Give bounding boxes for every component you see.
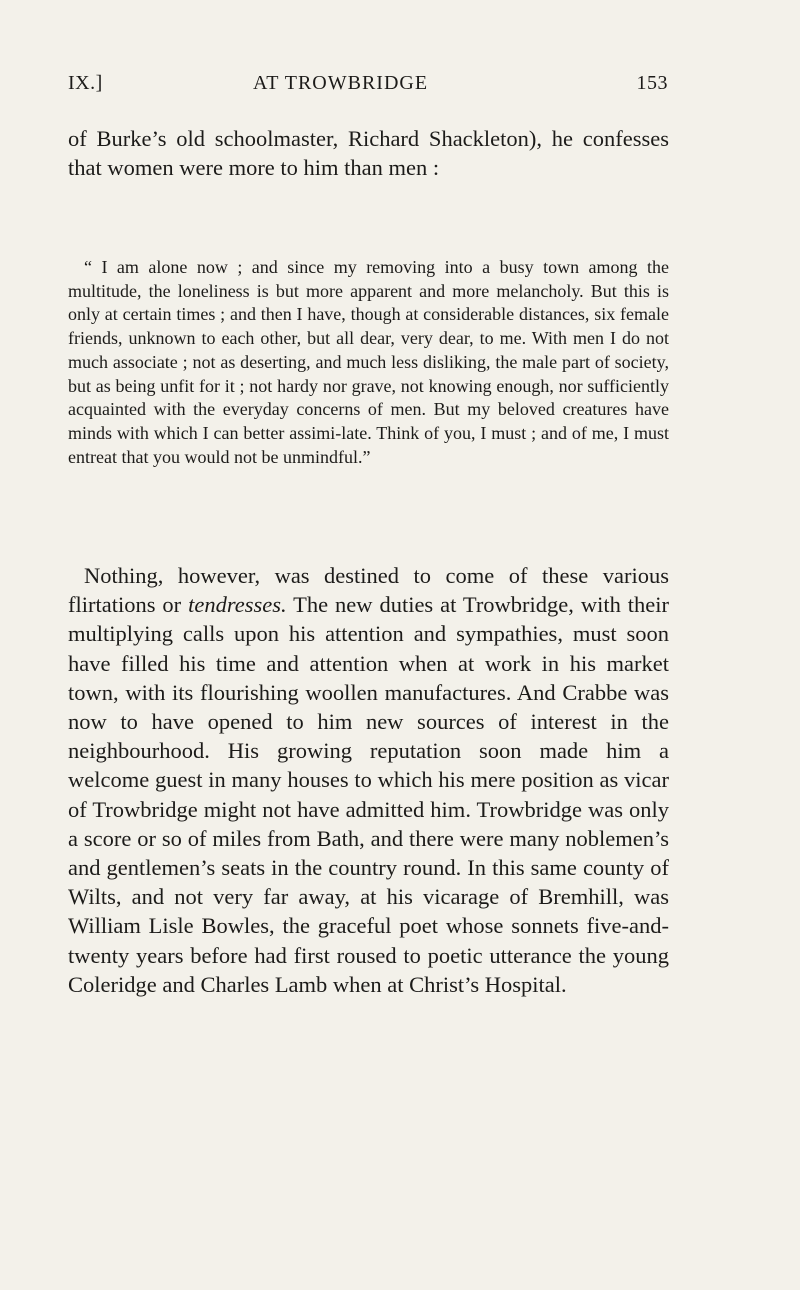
- opening-paragraph: [68, 124, 669, 182]
- main-paragraph-rest: The new duties at Trowbridge, with their multiplying calls upon his attention and sympathies, must soon have filled his time and attention when at work in his market town, with its flourishing woollen manufactures. And Crabbe was now to have opened to him new sources of interest in the neighbourhood. His growing reputation soon made him a welcome guest in many houses to which his mere position as vicar of Trowbridge might not have admitted him. Trowbridge was only a score or so of miles from Bath, and there were many noblemen’s and gentlemen’s seats in the country round. In this same county of Wilts, and not very far away, at his vicarage of Bremhill, was William Lisle Bowles, the graceful poet whose sonnets five-and-twenty years before had first roused to poetic utterance the young Coleridge and Charles Lamb when at Christ’s Hospital.: [68, 592, 669, 997]
- italic-term: tendresses.: [188, 592, 287, 618]
- chapter-marker: IX.]: [68, 72, 103, 94]
- main-paragraph: [68, 561, 669, 999]
- page-number: 153: [636, 72, 668, 94]
- block-quotation: [68, 256, 669, 469]
- opening-paragraph-text: of Burke’s old schoolmaster, Richard Shackleton), he confesses that women were more to him than men :: [68, 126, 669, 180]
- running-title: AT TROWBRIDGE: [253, 72, 429, 94]
- main-paragraph-text: [68, 561, 669, 999]
- block-quotation-text: “ I am alone now ; and since my removing into a busy town among the multitude, the loneliness is but more apparent and more melancholy. But this is only at certain times ; and then I have, though at considerable distances, six female friends, unknown to each other, but all dear, very dear, to me. With men I do not much associate ; not as deserting, and much less disliking, the male part of society, but as being unfit for it ; not hardy nor grave, not knowing enough, nor sufficiently acquainted with the everyday concerns of men. But my beloved creatures have minds with which I can better assimi-late. Think of you, I must ; and of me, I must entreat that you would not be unmindful.”: [68, 257, 669, 467]
- main-paragraph-start: Nothing, however, was destined to come of these various flirtations or: [68, 563, 669, 618]
- running-head: [68, 72, 668, 102]
